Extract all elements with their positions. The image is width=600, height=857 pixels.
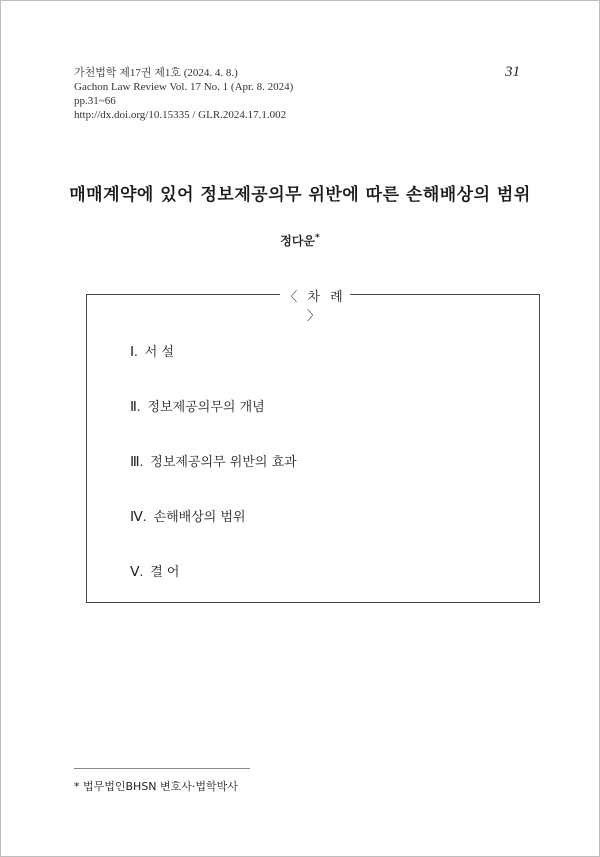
toc-heading: 〈 차 례 〉 — [280, 286, 350, 324]
author-name: 정다운 — [280, 234, 316, 248]
footnote-rule — [74, 768, 250, 769]
toc-item-label: 정보제공의무 위반의 효과 — [150, 455, 297, 470]
toc-item-label: 서 설 — [144, 345, 175, 360]
author — [0, 232, 600, 249]
toc-item-label: 정보제공의무의 개념 — [147, 400, 265, 415]
journal-issue-english: Gachon Law Review Vol. 17 No. 1 (Apr. 8. 2024) — [74, 81, 294, 93]
toc-item-label: 손해배상의 범위 — [153, 510, 246, 525]
toc-item — [130, 506, 246, 526]
toc-item-number: Ⅱ. — [130, 400, 141, 415]
author-footnote-mark: * — [315, 233, 320, 243]
toc-item-number: Ⅴ. — [130, 565, 144, 580]
toc-item — [130, 561, 179, 581]
page-number: 31 — [505, 64, 520, 80]
toc-item-number: Ⅲ. — [130, 455, 144, 470]
doi-link[interactable]: http://dx.doi.org/10.15335 / GLR.2024.17.1.002 — [74, 109, 287, 121]
journal-issue-korean: 가천법학 제17권 제1호 (2024. 4. 8.) — [74, 67, 238, 79]
toc-item — [130, 451, 297, 471]
toc-item-label: 결 어 — [150, 565, 180, 580]
toc-item-number: Ⅳ. — [130, 510, 147, 525]
toc-item-number: Ⅰ. — [130, 345, 138, 360]
toc-item — [130, 396, 265, 416]
journal-header — [74, 66, 293, 122]
paper-title: 매매계약에 있어 정보제공의무 위반에 따른 손해배상의 범위 — [69, 185, 531, 205]
toc-item — [130, 341, 174, 361]
author-footnote: * 법무법인BHSN 변호사·법학박사 — [74, 780, 238, 793]
page-range: pp.31~66 — [74, 95, 116, 107]
